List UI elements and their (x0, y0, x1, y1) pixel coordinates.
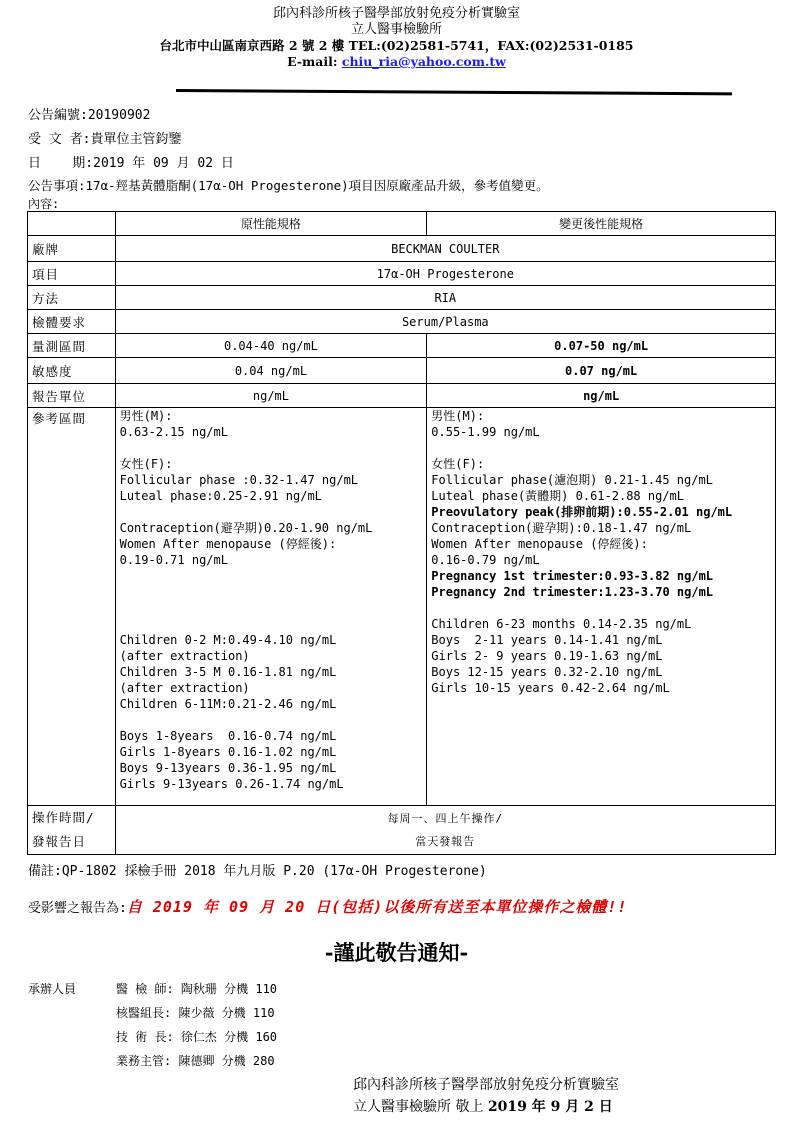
reference-line: Boys 1-8years 0.16-0.74 ng/mL (119, 729, 337, 743)
table-row (28, 262, 776, 286)
header-divider (176, 89, 732, 95)
reference-line (120, 568, 423, 584)
table-header-row (28, 212, 776, 236)
table-row (28, 358, 776, 384)
reference-line (120, 600, 423, 616)
reference-line (120, 616, 423, 632)
reference-line: Boys 12-15 years 0.32-2.10 ng/mL (431, 665, 663, 679)
table-row (28, 384, 776, 408)
affected-text: 自 2019 年 09 月 20 日(包括)以後所有送至本單位操作之檢體!! (126, 898, 628, 916)
ops-label-line1: 操作時間/ (32, 810, 95, 825)
reference-line: Contraception(避孕期):0.18-1.47 ng/mL (431, 521, 692, 535)
range-changed: 0.07-50 ng/mL (427, 334, 776, 358)
specimen-value: Serum/Plasma (115, 310, 775, 334)
remark: 備註:QP-1802 採檢手冊 2018 年九月版 P.20 (17α-OH Progesterone) (28, 864, 487, 879)
footer-org: 邱內科診所核子醫學部放射免疫分析實驗室 (353, 1077, 619, 1093)
reference-line: 0.63-2.15 ng/mL (119, 425, 228, 439)
ops-label (28, 806, 116, 855)
email-line (0, 54, 793, 70)
reference-line: 0.16-0.79 ng/mL (431, 553, 540, 567)
reference-line: Children 6-23 months 0.14-2.35 ng/mL (431, 617, 692, 631)
reference-line (120, 712, 423, 728)
reference-original (115, 408, 427, 806)
reference-line: 0.55-1.99 ng/mL (431, 425, 540, 439)
staff-label: 承辦人員 (28, 982, 77, 996)
signature-block (353, 1074, 619, 1118)
notice-date: 日 期:2019 年 09 月 02 日 (28, 156, 234, 171)
range-original: 0.04-40 ng/mL (115, 334, 427, 358)
header-blank-cell (28, 212, 116, 236)
reference-line: Children 0-2 M:0.49-4.10 ng/mL (119, 633, 337, 647)
brand-value: BECKMAN COULTER (115, 236, 775, 262)
reference-line: Luteal phase:0.25-2.91 ng/mL (119, 489, 322, 503)
sensitivity-changed: 0.07 ng/mL (427, 358, 776, 384)
content-label: 內容: (28, 197, 60, 211)
reference-line: Follicular phase(濾泡期) 0.21-1.45 ng/mL (431, 473, 713, 487)
unit-changed: ng/mL (427, 384, 776, 408)
specimen-label: 檢體要求 (28, 310, 116, 334)
col-original-header: 原性能規格 (115, 212, 427, 236)
ops-value (115, 806, 775, 855)
staff-member: 技 術 長: 徐仁杰 分機 160 (116, 1030, 278, 1044)
org-name: 邱內科診所核子醫學部放射免疫分析實驗室 (272, 6, 520, 21)
reference-changed (427, 408, 776, 806)
reference-line (120, 584, 423, 600)
reference-line: Luteal phase(黃體期) 0.61-2.88 ng/mL (431, 489, 685, 503)
table-row (28, 806, 776, 855)
reference-line: Girls 1-8years 0.16-1.02 ng/mL (119, 745, 337, 759)
notice-number: 公告編號:20190902 (28, 108, 151, 123)
footer-date: 2019 年 9 月 2 日 (487, 1099, 613, 1115)
reference-line: Pregnancy 1st trimester:0.93-3.82 ng/mL (431, 569, 714, 583)
reference-line (120, 504, 423, 520)
reference-line: Women After menopause (停經後): (119, 537, 337, 551)
reference-line: Women After menopause (停經後): (431, 537, 648, 551)
reference-line: 男性(M): (119, 409, 173, 423)
unit-original: ng/mL (115, 384, 427, 408)
reference-line: Girls 10-15 years 0.42-2.64 ng/mL (431, 681, 670, 695)
reference-line: 女性(F): (431, 457, 485, 471)
footer-lab: 立人醫事檢驗所 敬上 (353, 1099, 488, 1115)
table-row (28, 408, 776, 806)
reference-line: 男性(M): (431, 409, 485, 423)
method-label: 方法 (28, 286, 116, 310)
reference-line (431, 600, 771, 616)
reference-line (431, 440, 771, 456)
affected-reports (28, 896, 627, 917)
notice-subject: 公告事項:17α-羥基黃體脂酮(17α-OH Progesterone)項目因原廠產品升級，參考值變更。 (28, 178, 549, 193)
reference-line: Girls 2- 9 years 0.19-1.63 ng/mL (431, 649, 663, 663)
sensitivity-label: 敏感度 (28, 358, 116, 384)
staff-member: 核醫組長: 陳少薇 分機 110 (116, 1006, 275, 1020)
reference-line: 女性(F): (119, 457, 173, 471)
reference-line: Girls 9-13years 0.26-1.74 ng/mL (119, 777, 344, 791)
ops-value-line1: 每周一、四上午操作/ (387, 812, 504, 825)
sensitivity-original: 0.04 ng/mL (115, 358, 427, 384)
ops-label-line2: 發報告日 (32, 834, 87, 849)
unit-label: 報告單位 (28, 384, 116, 408)
table-row (28, 334, 776, 358)
reference-line (120, 440, 423, 456)
reference-line: Contraception(避孕期)0.20-1.90 ng/mL (119, 521, 373, 535)
staff-member: 醫 檢 師: 陶秋珊 分機 110 (116, 982, 278, 996)
reference-line: (after extraction) (119, 681, 250, 695)
recipient: 受 文 者:貴單位主管鈞鑒 (28, 132, 182, 147)
reference-line: Preovulatory peak(排卵前期):0.55-2.01 ng/mL (431, 505, 733, 519)
ops-value-line2: 當天發報告 (415, 835, 476, 848)
item-value: 17α-OH Progesterone (115, 262, 775, 286)
spec-table (27, 211, 776, 855)
lab-name: 立人醫事檢驗所 (350, 22, 442, 37)
email-link[interactable]: chiu_ria@yahoo.com.tw (341, 54, 506, 69)
footer-sign (353, 1096, 619, 1118)
staff-member: 業務主管: 陳德卿 分機 280 (116, 1054, 275, 1068)
address-line: 台北市中山區南京西路 2 號 2 樓 TEL:(02)2581-5741，FAX:(02)2531-0185 (159, 38, 634, 53)
table-row (28, 310, 776, 334)
table-row (28, 286, 776, 310)
reference-line: 0.19-0.71 ng/mL (119, 553, 228, 567)
reference-line: Boys 9-13years 0.36-1.95 ng/mL (119, 761, 337, 775)
email-label: E-mail: (287, 54, 342, 69)
reference-line: Children 3-5 M 0.16-1.81 ng/mL (119, 665, 337, 679)
notice-heading: -謹此敬告通知- (324, 940, 469, 965)
col-changed-header: 變更後性能規格 (427, 212, 776, 236)
reference-line: Pregnancy 2nd trimester:1.23-3.70 ng/mL (431, 585, 714, 599)
item-label: 項目 (28, 262, 116, 286)
brand-label: 廠牌 (28, 236, 116, 262)
table-row (28, 236, 776, 262)
reference-line: Follicular phase :0.32-1.47 ng/mL (119, 473, 359, 487)
range-label: 量測區間 (28, 334, 116, 358)
reference-label: 參考區間 (28, 408, 116, 806)
letterhead (0, 6, 793, 70)
reference-line: (after extraction) (119, 649, 250, 663)
reference-line: Children 6-11M:0.21-2.46 ng/mL (119, 697, 337, 711)
method-value: RIA (115, 286, 775, 310)
reference-line: Boys 2-11 years 0.14-1.41 ng/mL (431, 633, 663, 647)
affected-label: 受影響之報告為: (28, 901, 127, 916)
